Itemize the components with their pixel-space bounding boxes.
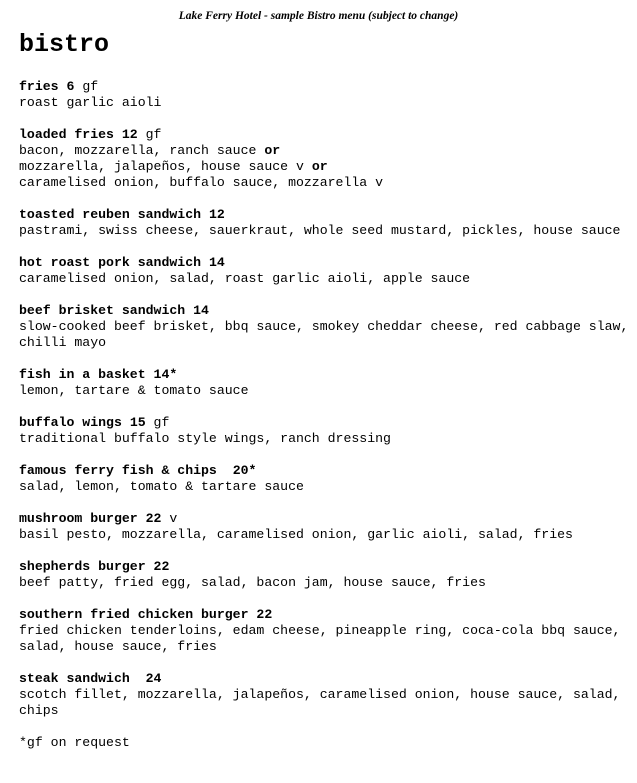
item-tag: v [161,511,178,526]
footnote: *gf on request [19,735,130,750]
item-description: beef patty, fried egg, salad, bacon jam, house sauce, fries [19,575,486,590]
item-description: fried chicken tenderloins, edam cheese, pineapple ring, coca-cola bbq sauce, salad, house sauce, fries [19,623,629,654]
item-price: 22 [153,559,170,574]
item-price: 22 [256,607,273,622]
item-description: lemon, tartare & tomato sauce [19,383,249,398]
menu-item-fish-in-a-basket [19,367,631,399]
item-tag: gf [74,79,99,94]
item-description: salad, lemon, tomato & tartare sauce [19,479,304,494]
menu-list [19,79,637,751]
or-label: or [311,159,328,174]
item-price: 12 [208,207,225,222]
item-price: 24 [145,671,162,686]
item-description-option-3: caramelised onion, buffalo sauce, mozzarella v [19,175,384,190]
menu-item-southern-fried-chicken-burger [19,607,631,655]
item-description: slow-cooked beef brisket, bbq sauce, smokey cheddar cheese, red cabbage slaw, chilli mayo [19,319,637,350]
item-name: mushroom burger [19,511,138,526]
menu-item-mushroom-burger [19,511,631,543]
menu-item-beef-brisket [19,303,637,351]
menu-item-steak-sandwich [19,671,631,719]
menu-item-buffalo-wings [19,415,631,447]
menu-header: Lake Ferry Hotel - sample Bistro menu (subject to change) [178,10,459,22]
item-price: 22 [145,511,162,526]
item-description-option-1: bacon, mozzarella, ranch sauce or [19,143,281,158]
item-price: 20* [232,463,257,478]
menu-item-loaded-fries [19,127,631,191]
menu-item-toasted-reuben [19,207,631,239]
item-price: 12 [121,127,138,142]
item-description: roast garlic aioli [19,95,162,110]
item-price: 14* [153,367,178,382]
or-label: or [264,143,281,158]
item-description-option-2: mozzarella, jalapeños, house sauce v or [19,159,328,174]
item-tag: gf [137,127,162,142]
item-name: shepherds burger [19,559,146,574]
item-price: 6 [66,79,75,94]
menu-item-hot-roast-pork [19,255,631,287]
item-price: 14 [193,303,209,318]
item-description: pastrami, swiss cheese, sauerkraut, whole seed mustard, pickles, house sauce [19,223,621,238]
item-name: famous ferry fish & chips [19,463,225,478]
item-name: toasted reuben sandwich [19,207,202,222]
page-title: bistro [19,30,110,59]
item-name: loaded fries [19,127,114,142]
item-name: fries [19,79,59,94]
item-description: traditional buffalo style wings, ranch dressing [19,431,391,446]
item-price: 14 [208,255,225,270]
item-description: scotch fillet, mozzarella, jalapeños, caramelised onion, house sauce, salad, chips [19,687,629,718]
item-name: fish in a basket [19,367,146,382]
menu-item-fish-and-chips [19,463,631,495]
menu-item-shepherds-burger [19,559,631,591]
item-tag: gf [145,415,170,430]
item-description: caramelised onion, salad, roast garlic aioli, apple sauce [19,271,471,286]
item-name: hot roast pork sandwich [19,255,202,270]
item-price: 15 [129,415,146,430]
item-name: southern fried chicken burger [19,607,249,622]
menu-item-fries [19,79,631,111]
item-name: steak sandwich [19,671,138,686]
item-name: buffalo wings [19,415,122,430]
item-name: beef brisket sandwich [19,303,186,318]
item-description: basil pesto, mozzarella, caramelised onion, garlic aioli, salad, fries [19,527,573,542]
